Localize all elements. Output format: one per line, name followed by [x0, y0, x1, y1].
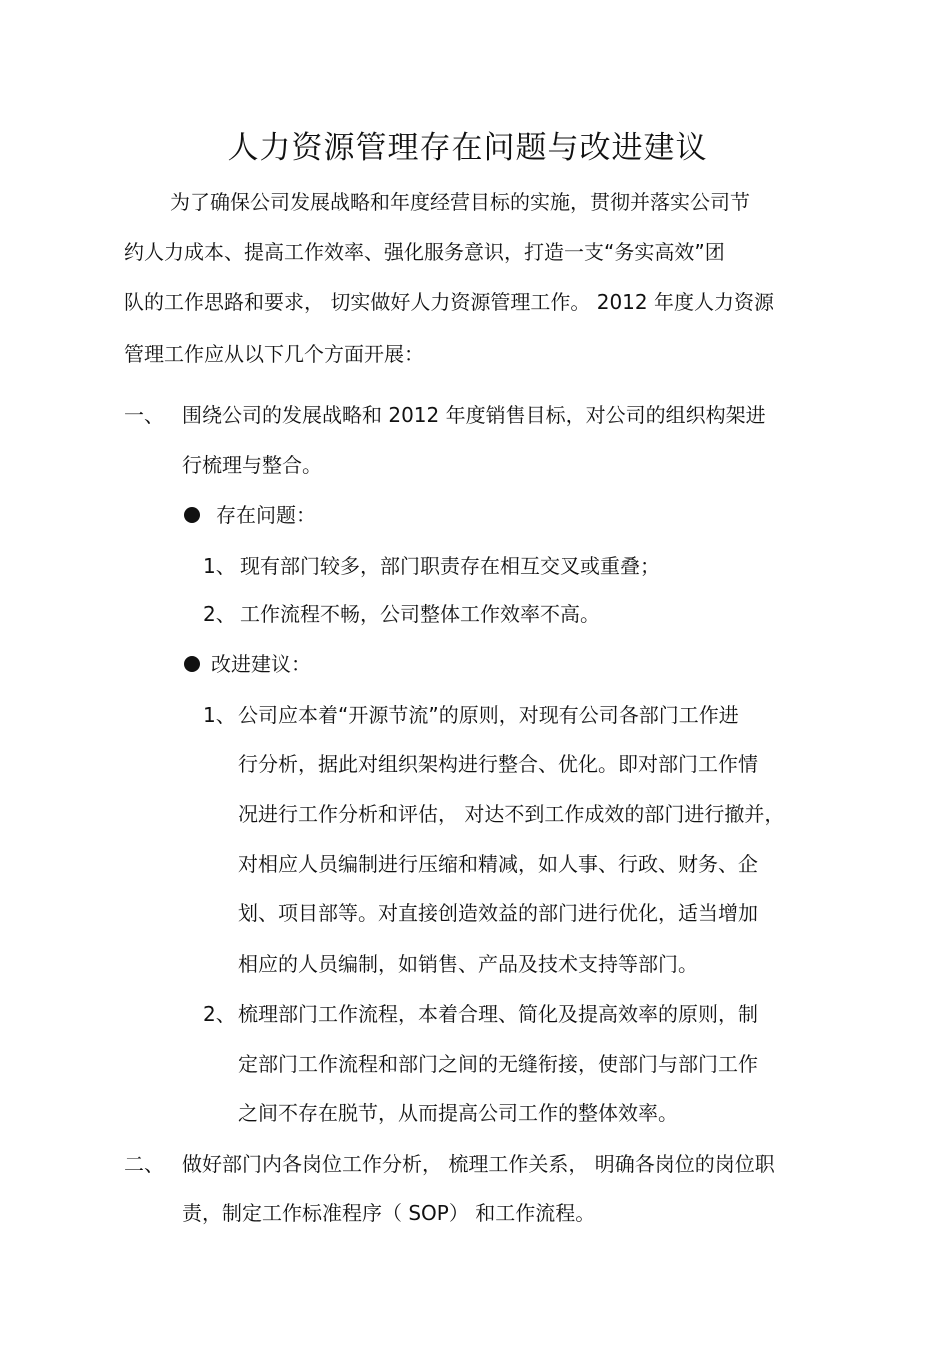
suggestion-1-number: 1、: [203, 703, 236, 727]
intro-line-4: 管理工作应从以下几个方面开展：: [124, 342, 424, 366]
suggestion-1-line-2: 行分析，据此对组织架构进行整合、优化。即对部门工作情: [238, 752, 758, 776]
suggestion-2-line-2: 定部门工作流程和部门之间的无缝衔接，使部门与部门工作: [238, 1052, 758, 1076]
intro-line-3: 队的工作思路和要求， 切实做好人力资源管理工作。 2012 年度人力资源: [124, 290, 774, 314]
suggestion-2-line-3: 之间不存在脱节，从而提高公司工作的整体效率。: [238, 1101, 678, 1125]
section-2-line-2: 责，制定工作标准程序（ SOP） 和工作流程。: [182, 1201, 596, 1225]
problem-1-line-1: 现有部门较多，部门职责存在相互交叉或重叠；: [240, 554, 660, 578]
section-1-line-2: 行梳理与整合。: [182, 453, 322, 477]
problems-heading: 存在问题：: [216, 503, 316, 527]
intro-line-2: 约人力成本、提高工作效率、强化服务意识，打造一支“务实高效”团: [124, 240, 725, 264]
suggestion-1-line-6: 相应的人员编制，如销售、产品及技术支持等部门。: [238, 952, 698, 976]
suggestions-heading: 改进建议：: [211, 652, 311, 676]
bullet-icon: [184, 507, 200, 523]
bullet-icon: [184, 656, 200, 672]
suggestion-2-line-1: 梳理部门工作流程，本着合理、简化及提高效率的原则，制: [238, 1002, 758, 1026]
intro-line-1: 为了确保公司发展战略和年度经营目标的实施，贯彻并落实公司节: [170, 190, 750, 214]
suggestion-1-line-3: 况进行工作分析和评估， 对达不到工作成效的部门进行撤并，: [238, 802, 785, 826]
suggestion-1-line-4: 对相应人员编制进行压缩和精减，如人事、行政、财务、企: [238, 852, 758, 876]
problem-2-number: 2、: [203, 602, 236, 626]
section-1-line-1: 围绕公司的发展战略和 2012 年度销售目标，对公司的组织构架进: [182, 403, 766, 427]
problem-1-number: 1、: [203, 554, 236, 578]
document-title: 人力资源管理存在问题与改进建议: [227, 130, 708, 166]
suggestion-1-line-1: 公司应本着“开源节流”的原则，对现有公司各部门工作进: [238, 703, 739, 727]
problem-2-line-1: 工作流程不畅，公司整体工作效率不高。: [240, 602, 600, 626]
section-2-marker: 二、: [124, 1152, 164, 1176]
suggestion-2-number: 2、: [203, 1002, 236, 1026]
suggestion-1-line-5: 划、项目部等。对直接创造效益的部门进行优化，适当增加: [238, 901, 758, 925]
section-1-marker: 一、: [124, 403, 164, 427]
section-2-line-1: 做好部门内各岗位工作分析， 梳理工作关系， 明确各岗位的岗位职: [182, 1152, 775, 1176]
